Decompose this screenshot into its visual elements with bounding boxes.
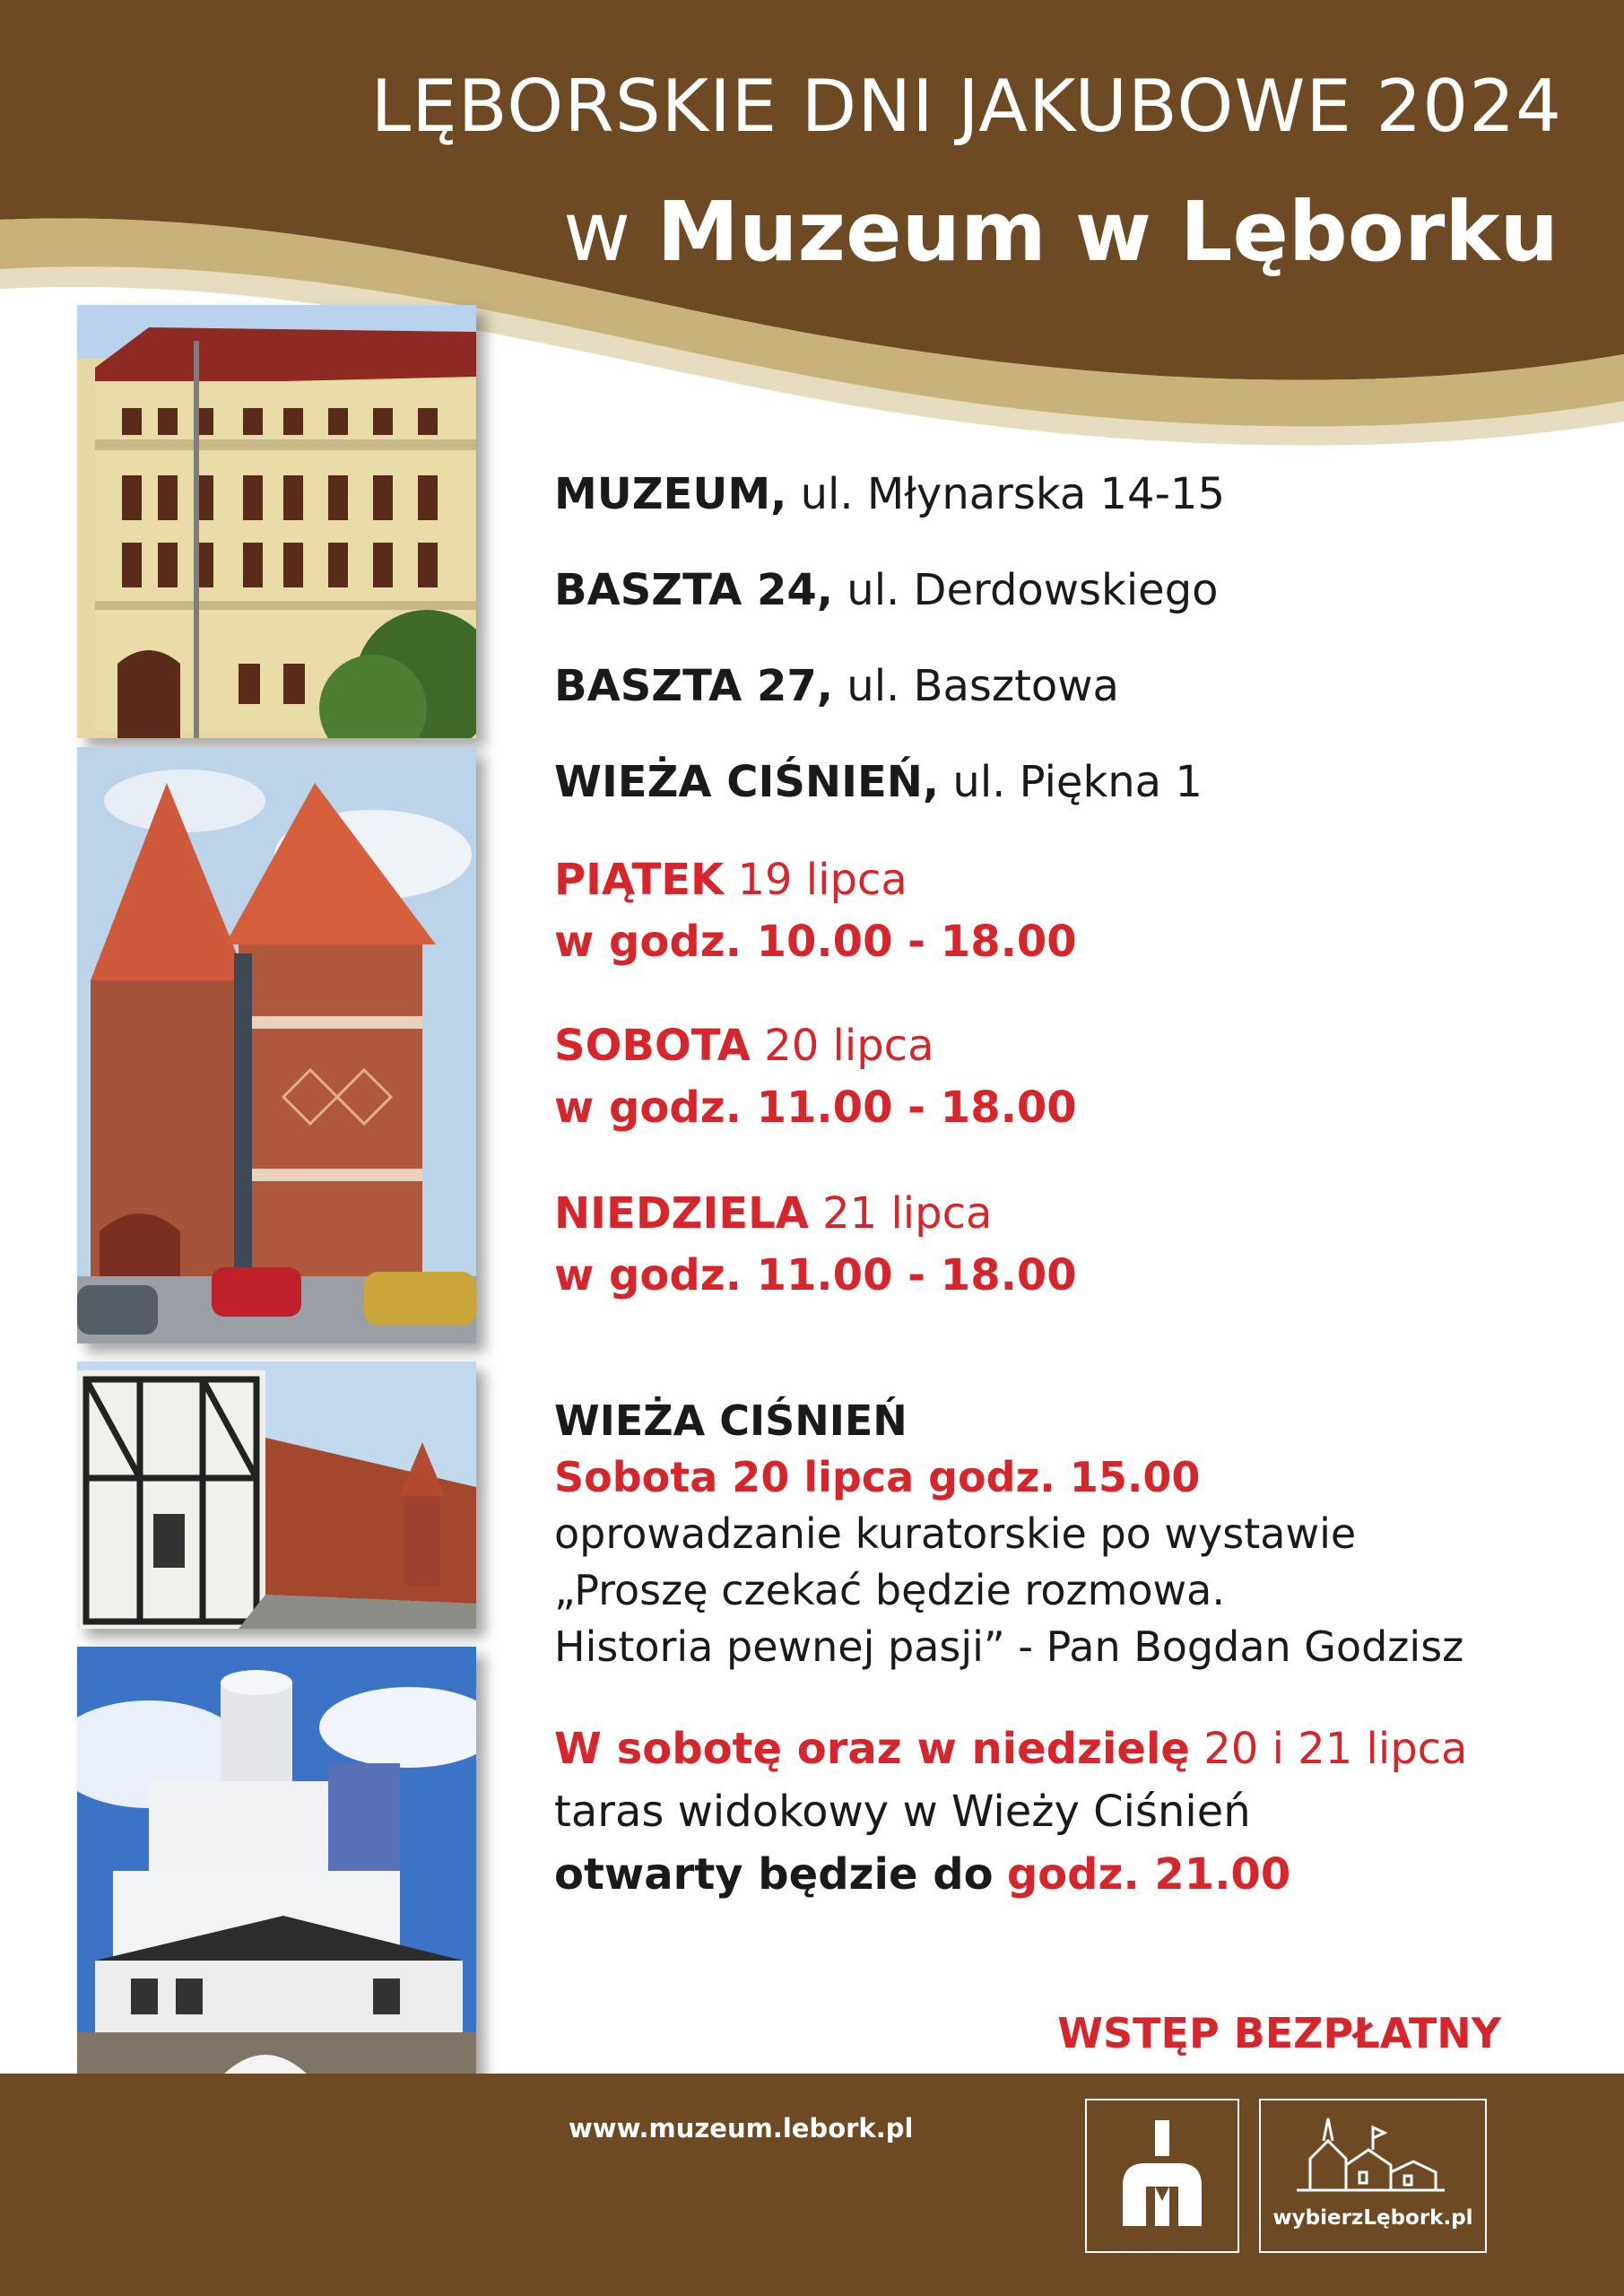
schedule-saturday-day: SOBOTA 20 lipca xyxy=(554,1021,934,1071)
schedule-friday-hours: w godz. 10.00 - 18.00 xyxy=(554,917,1077,967)
tour-description-3: Historia pewnej pasji” - Pan Bogdan Godzisz xyxy=(554,1622,1464,1671)
location-baszta-27: BASZTA 27, ul. Basztowa xyxy=(554,661,1119,711)
museum-building-photo xyxy=(77,305,476,738)
event-title: LĘBORSKIE DNI JAKUBOWE 2024 xyxy=(370,65,1562,148)
location-water-tower: WIEŻA CIŚNIEŃ, ul. Piękna 1 xyxy=(554,757,1203,807)
schedule-saturday-hours: w godz. 11.00 - 18.00 xyxy=(554,1083,1077,1133)
museum-logo xyxy=(1085,2099,1239,2253)
water-tower-photo xyxy=(77,1647,476,2143)
schedule-sunday-day: NIEDZIELA 21 lipca xyxy=(554,1188,993,1239)
location-museum: MUZEUM, ul. Młynarska 14-15 xyxy=(554,469,1225,519)
terrace-description: taras widokowy w Wieży Ciśnień xyxy=(554,1787,1251,1837)
free-entry-label: WSTĘP BEZPŁATNY xyxy=(1057,2009,1501,2057)
tour-description-1: oprowadzanie kuratorskie po wystawie xyxy=(554,1509,1357,1558)
tour-heading: WIEŻA CIŚNIEŃ xyxy=(554,1396,908,1445)
website-url: www.muzeum.lebork.pl xyxy=(569,2113,914,2144)
tour-time: Sobota 20 lipca godz. 15.00 xyxy=(554,1453,1201,1501)
terrace-days: W sobotę oraz w niedzielę 20 i 21 lipca xyxy=(554,1724,1468,1774)
wybierz-lebork-logo-text: wybierzLębork.pl xyxy=(1272,2206,1473,2230)
wybierz-lebork-logo xyxy=(1259,2099,1487,2253)
baszta-towers-photo xyxy=(77,747,476,1344)
terrace-open-until: otwarty będzie do godz. 21.00 xyxy=(554,1849,1291,1900)
schedule-sunday-hours: w godz. 11.00 - 18.00 xyxy=(554,1250,1077,1300)
schedule-friday-day: PIĄTEK 19 lipca xyxy=(554,855,908,905)
location-baszta-24: BASZTA 24, ul. Derdowskiego xyxy=(554,565,1219,615)
street-houses-photo xyxy=(77,1361,476,1629)
venue-title-prefix: w xyxy=(562,184,631,280)
venue-title xyxy=(0,184,1559,280)
venue-title-name: Muzeum w Lęborku xyxy=(656,184,1559,280)
tour-description-2: „Proszę czekać będzie rozmowa. xyxy=(554,1566,1225,1614)
